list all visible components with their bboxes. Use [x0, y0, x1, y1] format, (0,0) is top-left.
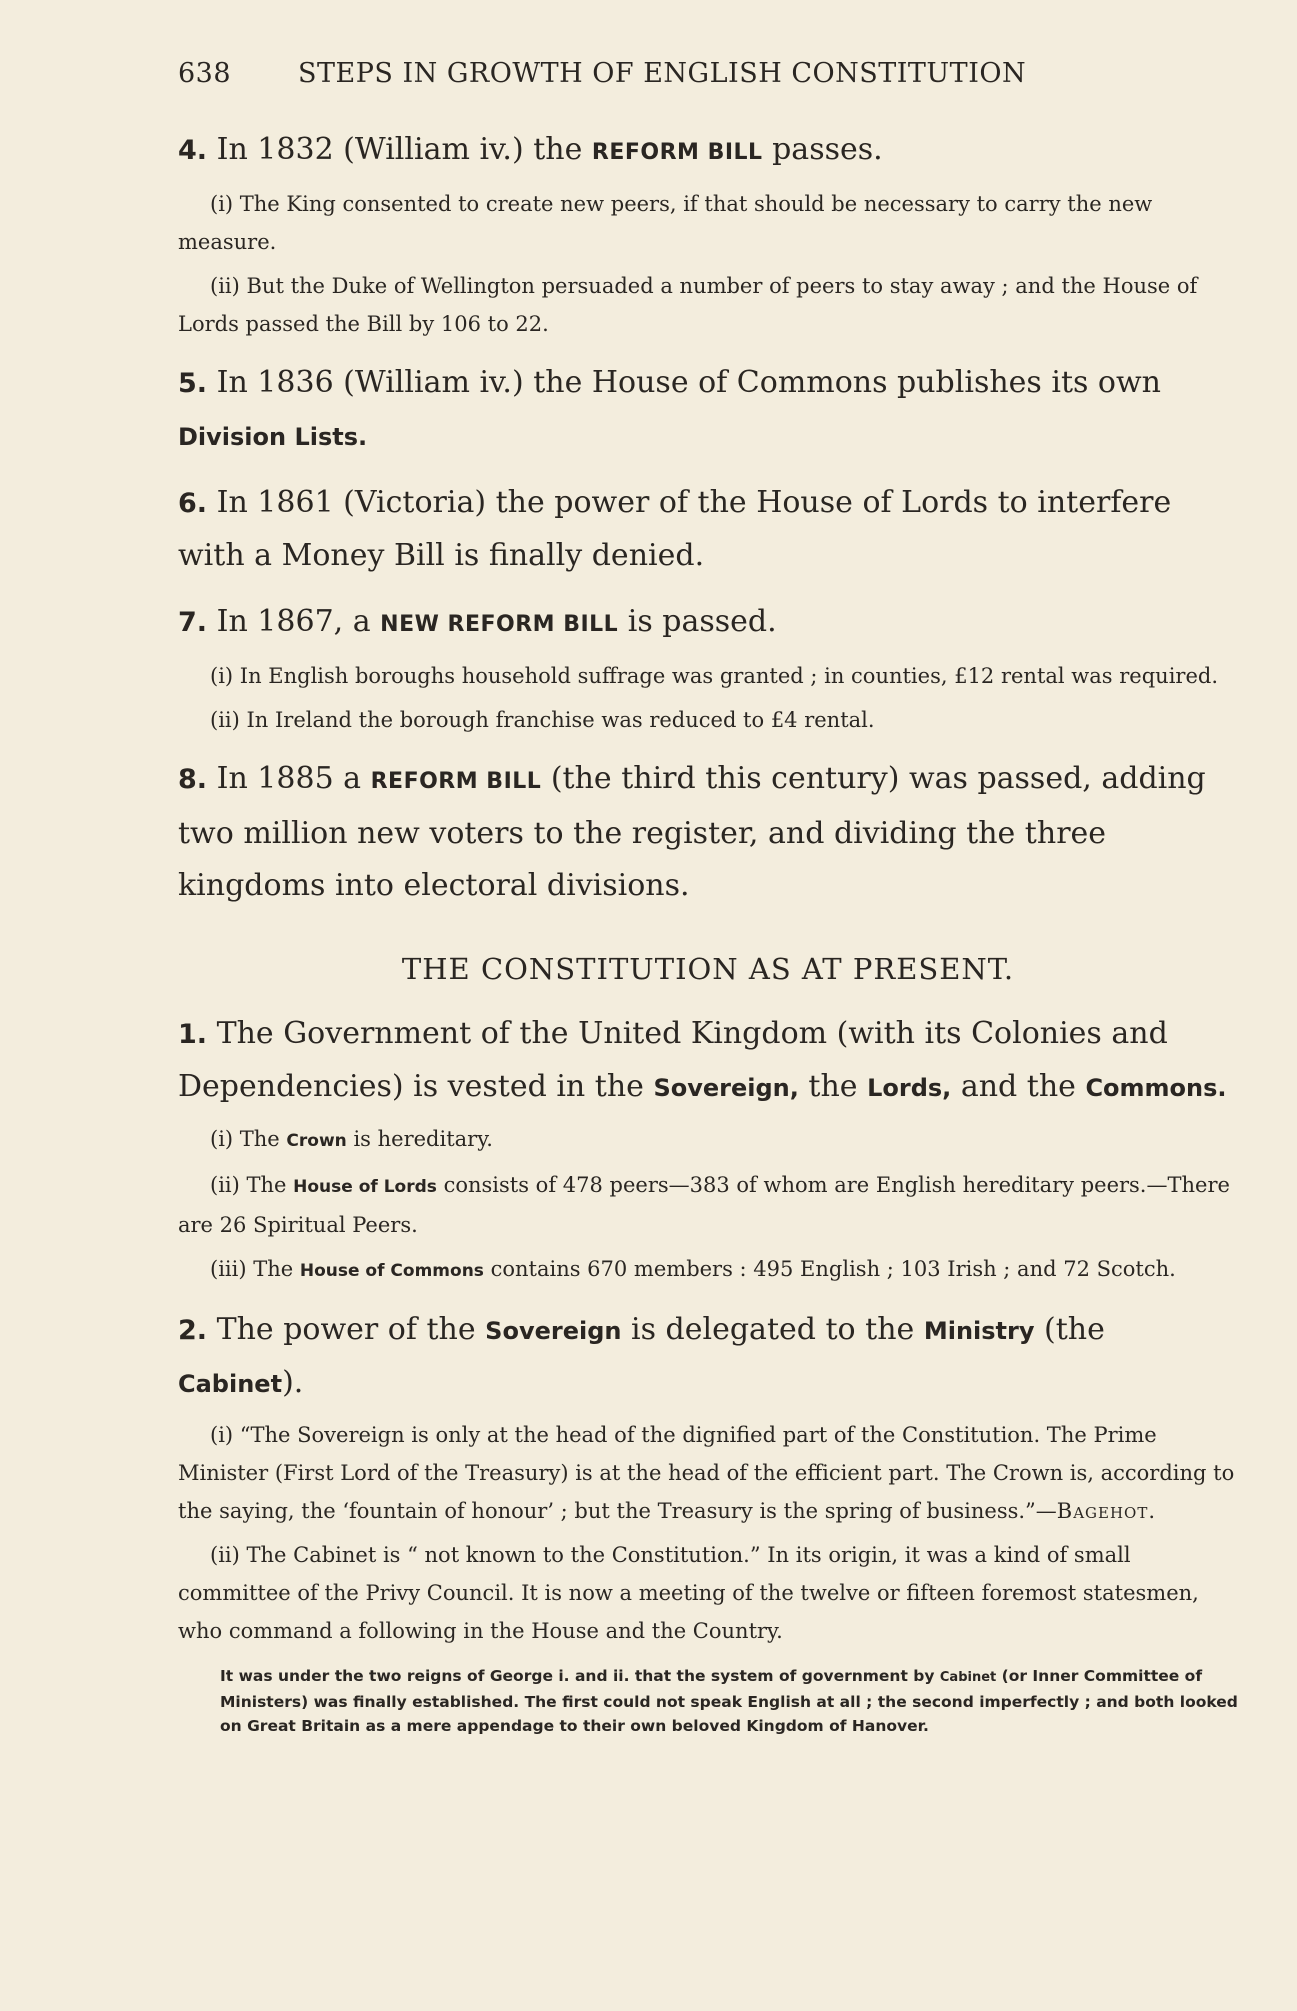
sub-text: (i) “The Sovereign is only at the head of the dignified part of the Constitution. The Prime Minister (First Lord of the Treasury) is at the head of the efficient part. The Crown is, according to the saying, the ‘fountain of honour’ ; but the Treasury is the spring of business.”— [178, 1423, 1235, 1523]
item-text: In 1867, a [216, 604, 381, 639]
running-head [178, 50, 1238, 110]
sub-text: (iii) The [210, 1257, 300, 1281]
sub-paragraph [178, 1250, 1238, 1290]
sub-paragraph [178, 1416, 1238, 1530]
sub-strong: Crown [286, 1131, 347, 1151]
sub-text: is hereditary. [346, 1127, 493, 1151]
item-strong: Sovereign, [653, 1074, 799, 1102]
item-text: is delegated to the [621, 1312, 924, 1347]
sub-text: contains 670 members : 495 English ; 103 Irish ; and 72 Scotch. [483, 1257, 1176, 1281]
item-strong: Sovereign [485, 1317, 622, 1345]
item-strong: Ministry [923, 1317, 1035, 1345]
item-number: 5. [178, 368, 208, 399]
item-number: 7. [178, 607, 208, 638]
item-text: and the [951, 1069, 1086, 1104]
footnote [220, 1664, 1238, 1738]
present-item-2 [178, 1304, 1238, 1410]
section-title: THE CONSTITUTION AS AT PRESENT. [401, 952, 1015, 986]
item-text: the [798, 1069, 868, 1104]
sub-paragraph: (i) In English boroughs household suffrage was granted ; in counties, £12 rental was required. [210, 664, 1218, 688]
sub-paragraph: (ii) The Cabinet is “ not known to the Constitution.” In its origin, it was a kind of small committee of the Privy Council. It is now a meeting of the twelve or fifteen foremost statesmen, who command a following in the House and the Country. [178, 1543, 1199, 1643]
item-4 [178, 124, 1238, 179]
sub-paragraph: (i) The King consented to create new peers, if that should be necessary to carry the new measure. [178, 192, 1153, 254]
item-strong: Lords, [867, 1074, 952, 1102]
present-item-1 [178, 1008, 1238, 1114]
sub-paragraph [178, 1120, 1238, 1160]
item-number: 1. [178, 1019, 208, 1050]
item-text: ). [282, 1365, 304, 1400]
note-text: (or Inner Committee of Ministers) was finally established. The first could not speak English at all ; the second imperfectly ; and both looked on Great Britain as a mere appendage to their own beloved Kingdom of Hanover. [220, 1667, 1238, 1735]
page-number: 638 [178, 58, 232, 89]
sub-paragraph: (ii) In Ireland the borough franchise was reduced to £4 rental. [210, 708, 875, 732]
item-text: In 1832 (William iv.) the [216, 132, 592, 167]
item-text: (the [1034, 1312, 1105, 1347]
running-title: STEPS IN GROWTH OF ENGLISH CONSTITUTION [298, 58, 1027, 89]
item-number: 4. [178, 135, 208, 166]
item-5 [178, 357, 1238, 463]
note-smallcaps: Cabinet [939, 1670, 997, 1685]
item-7 [178, 596, 1238, 651]
item-text: The Government of the United Kingdom (with its Colonies and Dependencies) is vested in the [178, 1016, 1168, 1104]
sub-paragraph: (ii) But the Duke of Wellington persuaded a number of peers to stay away ; and the House of Lords passed the Bill by 106 to 22. [178, 274, 1198, 336]
item-strong: NEW REFORM BILL [380, 612, 619, 637]
item-text: is passed. [618, 604, 777, 639]
sub-strong: House of Lords [293, 1177, 437, 1197]
note-text: It was under the two reigns of George i. and ii. that the system of government by [220, 1667, 940, 1685]
sub-text: (i) The [210, 1127, 287, 1151]
item-6 [178, 477, 1238, 582]
page [178, 50, 1238, 1738]
quote-author: Bagehot. [1056, 1499, 1157, 1523]
item-number: 6. [178, 488, 208, 519]
item-text: (the third this century) was passed, adding two million new voters to the register, and dividing the three kingdoms into electoral divisions. [178, 761, 1206, 903]
sub-text: consists of 478 peers—383 of whom are English hereditary peers.—There are 26 Spiritual Peers. [178, 1173, 1230, 1237]
sub-paragraph [178, 1166, 1238, 1244]
item-text: In 1861 (Victoria) the power of the House of Lords to interfere with a Money Bill is finally denied. [178, 485, 1172, 573]
item-strong: Cabinet [178, 1370, 283, 1398]
item-text: passes. [762, 132, 883, 167]
item-8 [178, 753, 1238, 912]
sub-strong: House of Commons [299, 1261, 484, 1281]
item-text: The power of the [216, 1312, 486, 1347]
item-strong: Division Lists. [178, 423, 368, 451]
item-strong: REFORM BILL [591, 140, 763, 165]
item-strong: Commons. [1085, 1074, 1227, 1102]
item-number: 2. [178, 1315, 208, 1346]
item-number: 8. [178, 764, 208, 795]
item-strong: REFORM BILL [370, 769, 542, 794]
item-text: In 1836 (William iv.) the House of Commons publishes its own [216, 365, 1161, 400]
item-text: In 1885 a [216, 761, 371, 796]
sub-text: (ii) The [210, 1173, 294, 1197]
